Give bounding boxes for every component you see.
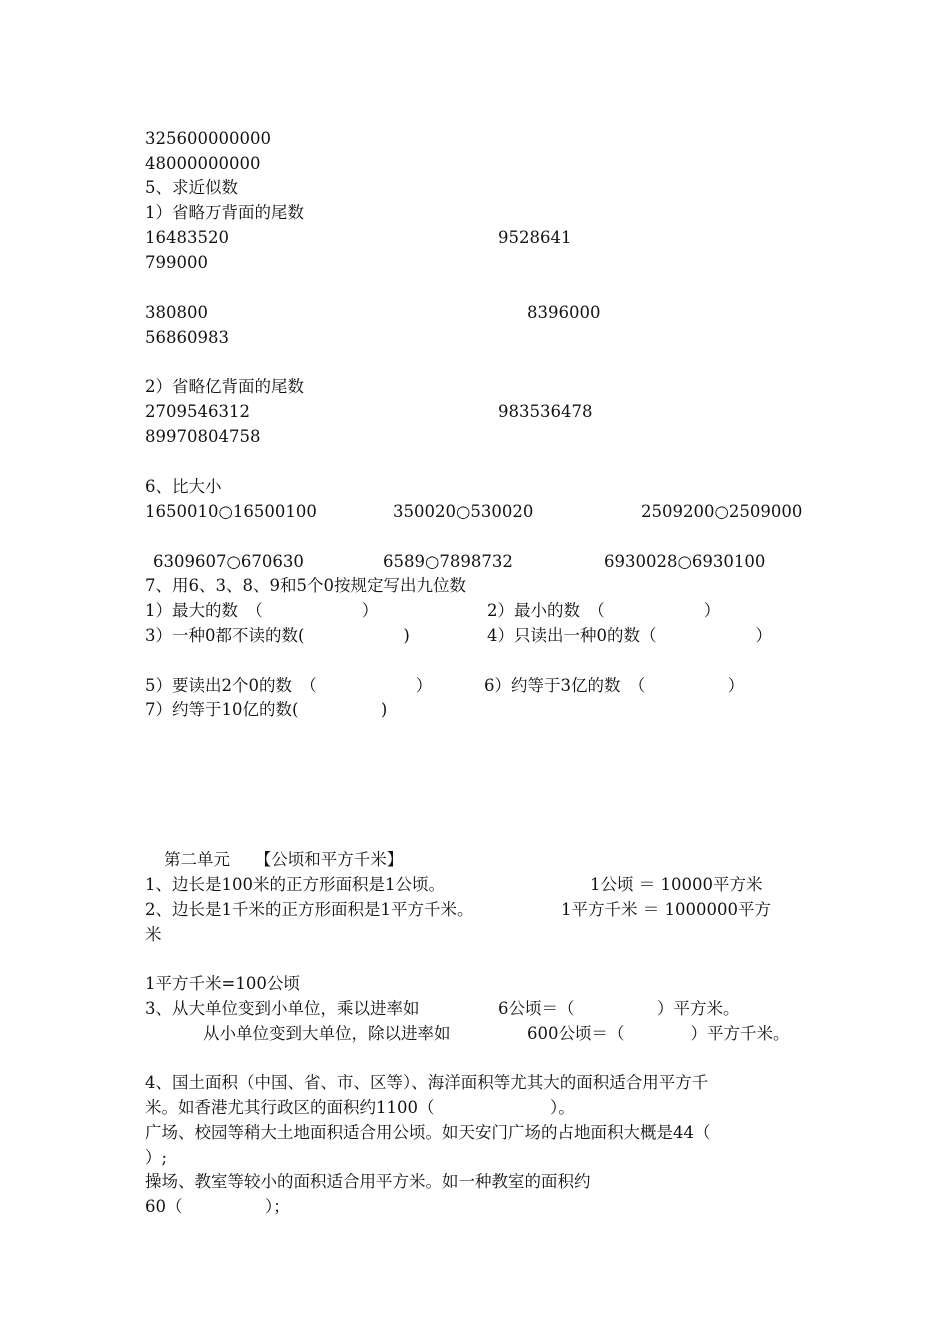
question-6-title: 6、比大小 xyxy=(145,477,222,496)
number-line-1: 325600000000 xyxy=(145,129,271,148)
question-5-2-title: 2）省略亿背面的尾数 xyxy=(145,377,304,396)
question-5-1-title: 1）省略万背面的尾数 xyxy=(145,203,304,222)
unit2-line: 米 xyxy=(145,925,162,944)
unit2-line: 60（ ）； xyxy=(145,1197,290,1216)
unit-2-heading: 第二单元 【公顷和平方千米】 xyxy=(164,850,404,869)
unit2-line: 6公顷＝（ ）平方米。 xyxy=(498,999,740,1018)
unit2-line: 4、国土面积（中国、省、市、区等）、海洋面积等尤其大的面积适合用平方千 xyxy=(145,1073,709,1092)
question-7-title: 7、用6、3、8、9和5个0按规定写出九位数 xyxy=(145,576,466,595)
q5-1-item: 9528641 xyxy=(498,228,572,247)
q7-item: 7）约等于10亿的数( ) xyxy=(145,700,388,719)
unit2-line: 1、边长是100米的正方形面积是1公顷。 xyxy=(145,875,445,894)
unit2-line: 2、边长是1千米的正方形面积是1平方千米。 xyxy=(145,900,474,919)
compare-item: 6589○7898732 xyxy=(383,552,513,571)
q5-1-item: 799000 xyxy=(145,253,208,272)
compare-item: 6930028○6930100 xyxy=(604,552,766,571)
unit2-line: 1平方千米=100公顷 xyxy=(145,974,300,993)
q5-1-item: 56860983 xyxy=(145,328,229,347)
unit2-line: 1平方千米 ＝ 1000000平方 xyxy=(561,900,771,919)
q5-1-item: 16483520 xyxy=(145,228,229,247)
unit2-line: 从小单位变到大单位，除以进率如 xyxy=(203,1024,451,1043)
q5-2-item: 2709546312 xyxy=(145,402,250,421)
q5-2-item: 983536478 xyxy=(498,402,593,421)
q7-item: 1）最大的数 （ ） xyxy=(145,601,379,620)
compare-item: 6309607○670630 xyxy=(153,552,304,571)
q7-item: 3）一种0都不读的数( ) xyxy=(145,626,410,645)
unit2-line: 1公顷 ＝ 10000平方米 xyxy=(590,875,763,894)
unit2-line: 广场、校园等稍大土地面积适合用公顷。如天安门广场的占地面积大概是44（ xyxy=(145,1123,711,1142)
q7-item: 5）要读出2个0的数 （ ） xyxy=(145,676,433,695)
unit2-line: 600公顷＝（ ）平方千米。 xyxy=(527,1024,790,1043)
q5-1-item: 380800 xyxy=(145,303,208,322)
number-line-2: 48000000000 xyxy=(145,154,261,173)
question-5-title: 5、求近似数 xyxy=(145,178,238,197)
q7-item: 6）约等于3亿的数 （ ） xyxy=(484,676,745,695)
unit2-line: ）; xyxy=(145,1148,168,1167)
q5-1-item: 8396000 xyxy=(527,303,601,322)
compare-item: 2509200○2509000 xyxy=(641,502,803,521)
unit2-line: 米。如香港尤其行政区的面积约1100（ ）。 xyxy=(145,1098,575,1117)
compare-item: 1650010○16500100 xyxy=(145,502,317,521)
unit2-line: 3、从大单位变到小单位，乘以进率如 xyxy=(145,999,420,1018)
q5-2-item: 89970804758 xyxy=(145,427,261,446)
compare-item: 350020○530020 xyxy=(393,502,534,521)
q7-item: 4）只读出一种0的数（ ） xyxy=(487,626,772,645)
q7-item: 2）最小的数 （ ） xyxy=(487,601,721,620)
unit2-line: 操场、教室等较小的面积适合用平方米。如一种教室的面积约 xyxy=(145,1172,591,1191)
